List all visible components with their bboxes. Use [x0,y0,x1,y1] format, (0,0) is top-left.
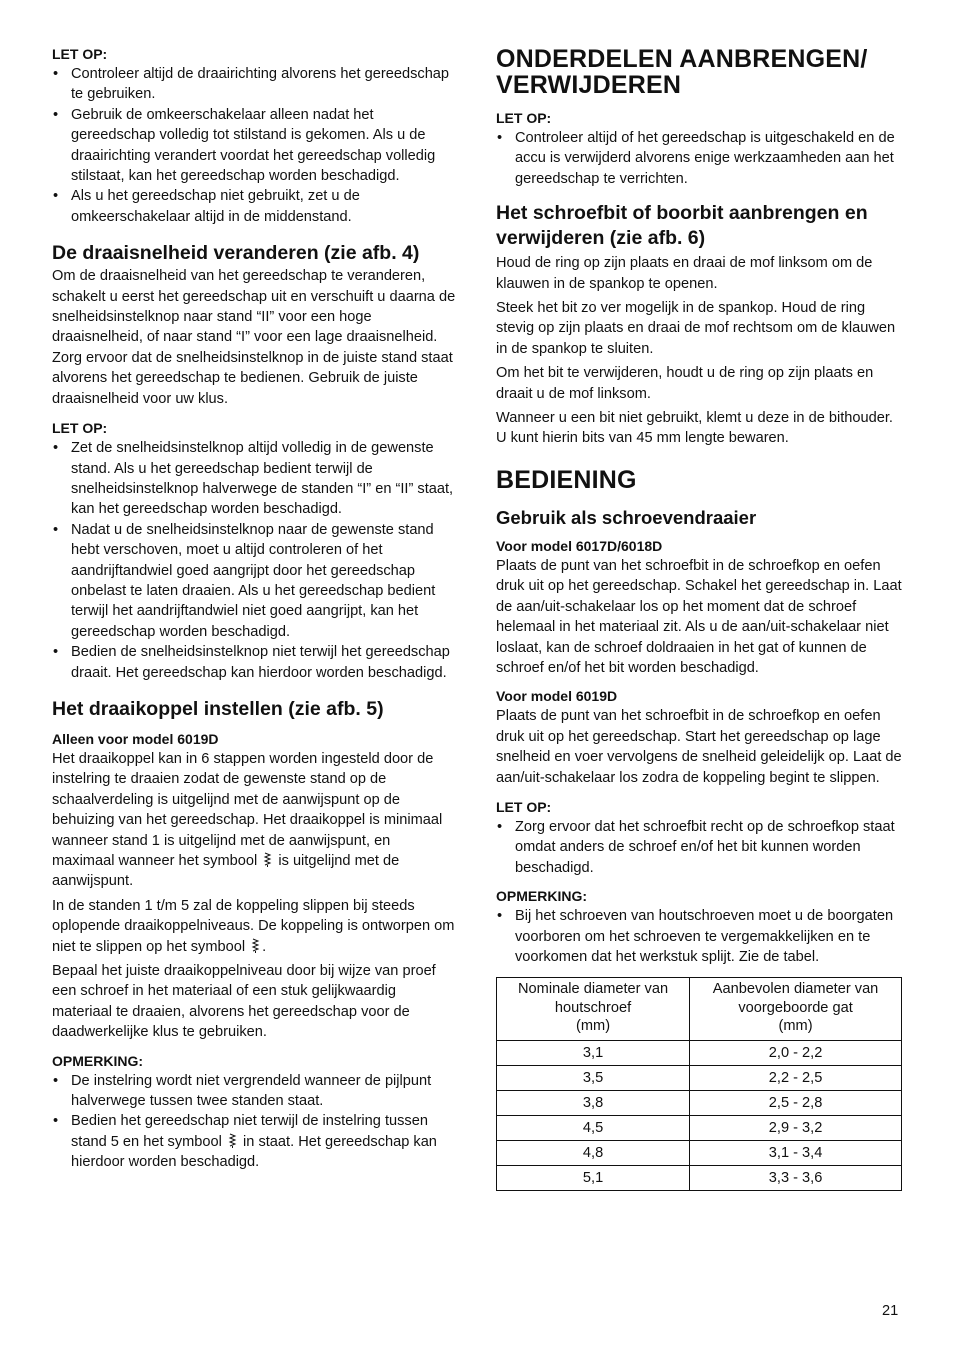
table-cell: 3,1 - 3,4 [690,1140,902,1165]
caution-label: LET OP: [496,110,552,126]
header-line: (mm) [576,1018,611,1035]
note-label: OPMERKING: [496,888,587,905]
list-item: • Zet de snelheidsinstelknop altijd volledig in de gewenste stand. Als u het gereedschap bedient terwijl de snelheidsinstelknop halverwege de standen “I” en “II” staat, kan het gereedschap worden beschadigd. [52,438,456,520]
torque-text: In de standen 1 t/m 5 zal de koppeling slippen bij steeds oplopende draaikoppelniveaus. De koppeling is ontworpen om niet te slippen op het symbool [52,897,455,955]
table-row [497,1090,902,1115]
table-header-cell [497,978,690,1041]
section-heading-torque: Het draaikoppel instellen (zie afb. 5) [52,697,384,720]
table-row [497,1115,902,1140]
table-row [497,1165,902,1190]
table-cell: 5,1 [497,1165,690,1190]
note-list [52,1071,456,1173]
model-label: Voor model 6017D/6018D [496,537,663,554]
table-cell: 2,0 - 2,2 [690,1040,902,1065]
list-item: • Nadat u de snelheidsinstelknop naar de gewenste stand hebt verschoven, moet u altijd controleren of het aandrijftandwiel goed aangrijpt door het gereedschap onbelast te laten draaien. Als u het gereedschap bedient terwijl het aandrijftandwiel niet goed aangrijpt, kan het gereedschap worden beschadigd. [52,520,456,642]
table-cell: 3,5 [497,1065,690,1090]
bit-paragraph: Steek het bit zo ver mogelijk in de spankop. Houd de ring stevig op zijn plaats en draai de mof rechtsom om de klauwen in de spankop te sluiten. [496,300,896,357]
torque-text: is uitgelijnd met de aanwijspunt. [52,853,400,890]
bit-paragraph: Houd de ring op zijn plaats en draai de mof linksom om de klauwen in de spankop te openen. [496,255,873,292]
bit-paragraph: Wanneer u een bit niet gebruikt, klemt u deze in de bithouder. U kunt hierin bits van 45 mm lengte bewaren. [496,410,893,447]
list-item: • De instelring wordt niet vergrendeld wanneer de pijlpunt halverwege tussen twee standen staat. [52,1071,456,1112]
table-header-cell [690,978,902,1041]
list-item: • Controleer altijd of het gereedschap is uitgeschakeld en de accu is verwijderd alvorens enige werkzaamheden aan het gereedschap te verrichten. [496,128,902,189]
main-heading-line: ONDERDELEN AANBRENGEN/ [496,45,868,73]
list-item: • Gebruik de omkeerschakelaar alleen nadat het gereedschap volledig tot stilstand is gekomen. Als u de draairichting verandert voordat het gereedschap volledig stilstaat, kan het gereedschap worden beschadigd. [52,105,456,187]
model-label: Alleen voor model 6019D [52,730,219,747]
model-paragraph: Plaats de punt van het schroefbit in de schroefkop en oefen druk uit op het gereedschap. Schakel het gereedschap in. Laat de aan/uit-schakelaar los op het moment dat de schroef helemaal in het materiaal zit. Als u de aan/uit-schakelaar niet loslaat, kan de schroef doldraaien in het gat of kunnen de schroef en/of het bit worden beschadigd. [496,557,902,676]
note-text: in staat. Het gereedschap kan hierdoor worden beschadigd. [71,1133,437,1171]
table-cell: 3,1 [497,1040,690,1065]
drill-mode-symbol-icon [228,1133,237,1148]
table-cell: 3,8 [497,1090,690,1115]
list-item: • Bij het schroeven van houtschroeven moet u de boorgaten voorboren om het schroeven te vergemakkelijken en te voorkomen dat het werkstuk splijt. Zie de tabel. [496,906,902,967]
speed-paragraph: Om de draaisnelheid van het gereedschap te veranderen, schakelt u eerst het gereedschap uit en verschuift u daarna de snelheidsinstelknop naar stand “II” voor een hoge draaisnelheid, of naar stand “I” voor een lage draaisnelheid. Zorg ervoor dat de snelheidsinstelknop in de juiste stand staat alvorens het gereedschap te bedienen. Gebruik de juiste draaisnelheid voor uw klus. [52,268,456,407]
main-heading [496,46,902,98]
table-row [497,1140,902,1165]
caution-list [496,817,902,878]
caution-list [52,438,456,683]
drill-mode-symbol-icon [251,938,260,953]
torque-paragraph-1 [52,749,456,892]
header-line: Nominale diameter van [518,981,669,998]
caution-label: LET OP: [52,46,108,62]
table-cell: 2,5 - 2,8 [690,1090,902,1115]
section-heading-screwdriver: Gebruik als schroevendraaier [496,506,757,528]
caution-label: LET OP: [496,798,552,815]
table-header-row [497,978,902,1041]
section-heading-bediening: BEDIENING [496,465,637,494]
left-column [52,44,456,1173]
model-paragraph: Plaats de punt van het schroefbit in de schroefkop en oefen druk uit op het gereedschap. Start het gereedschap op lage snelheid en voer vervolgens de snelheid geleidelijk op. Laat de aan/uit-schakelaar los zodra de koppeling begint te slippen. [496,708,902,786]
torque-text: . [262,938,267,955]
list-item: • Als u het gereedschap niet gebruikt, zet u de omkeerschakelaar altijd in de middenstand. [52,186,456,227]
note-label: OPMERKING: [52,1052,143,1069]
section-heading-speed: De draaisnelheid veranderen (zie afb. 4) [52,242,420,265]
table-cell: 2,2 - 2,5 [690,1065,902,1090]
drill-mode-symbol-icon [263,852,272,867]
caution-label: LET OP: [52,420,108,437]
torque-text: Het draaikoppel kan in 6 stappen worden ingesteld door de instelring te draaien zodat de gewenste stand op de schaalverdeling is uitgelijnd met de aanwijspunt op de behuizing van het gereedschap. Het draaikoppel is minimaal wanneer stand 1 is uitgelijnd met de aanwijspunt, en maximaal wanneer het symbool [52,750,443,869]
table-cell: 3,3 - 3,6 [690,1165,902,1190]
pilot-hole-table [496,977,902,1191]
table-row [497,1040,902,1065]
header-line: Aanbevolen diameter van [712,981,879,998]
right-column [496,44,902,1191]
list-item: • Bedien de snelheidsinstelknop niet terwijl het gereedschap draait. Het gereedschap kan hierdoor worden beschadigd. [52,642,456,683]
header-line: voorgeboorde gat [738,999,853,1016]
torque-paragraph-2 [52,896,456,957]
main-heading-line: VERWIJDEREN [496,71,682,99]
list-item [52,1111,456,1172]
caution-list [52,64,456,227]
table-cell: 2,9 - 3,2 [690,1115,902,1140]
page-number: 21 [882,1303,899,1319]
note-text: Bedien het gereedschap niet terwijl de instelring tussen stand 5 en het symbool [71,1113,428,1150]
list-item: • Zorg ervoor dat het schroefbit recht op de schroefkop staat omdat anders de schroef en/of het bit kunnen worden beschadigd. [496,817,902,878]
section-heading-bit: Het schroefbit of boorbit aanbrengen en verwijderen (zie afb. 6) [496,202,868,250]
torque-paragraph-3: Bepaal het juiste draaikoppelniveau door bij wijze van proef een schroef in het materiaal of een stuk gelijkwaardig materiaal te draaien, alvorens het gereedschap voor de daadwerkelijke klus te gebruiken. [52,963,436,1041]
caution-list [496,128,902,189]
header-line: houtschroef [554,999,632,1016]
bit-paragraph: Om het bit te verwijderen, houdt u de ring op zijn plaats en draait u de mof linksom. [496,365,874,402]
table-row [497,1065,902,1090]
table-cell: 4,5 [497,1115,690,1140]
table-cell: 4,8 [497,1140,690,1165]
list-item: • Controleer altijd de draairichting alvorens het gereedschap te gebruiken. [52,64,456,105]
note-list [496,906,902,967]
model-label: Voor model 6019D [496,688,618,705]
header-line: (mm) [778,1018,813,1035]
